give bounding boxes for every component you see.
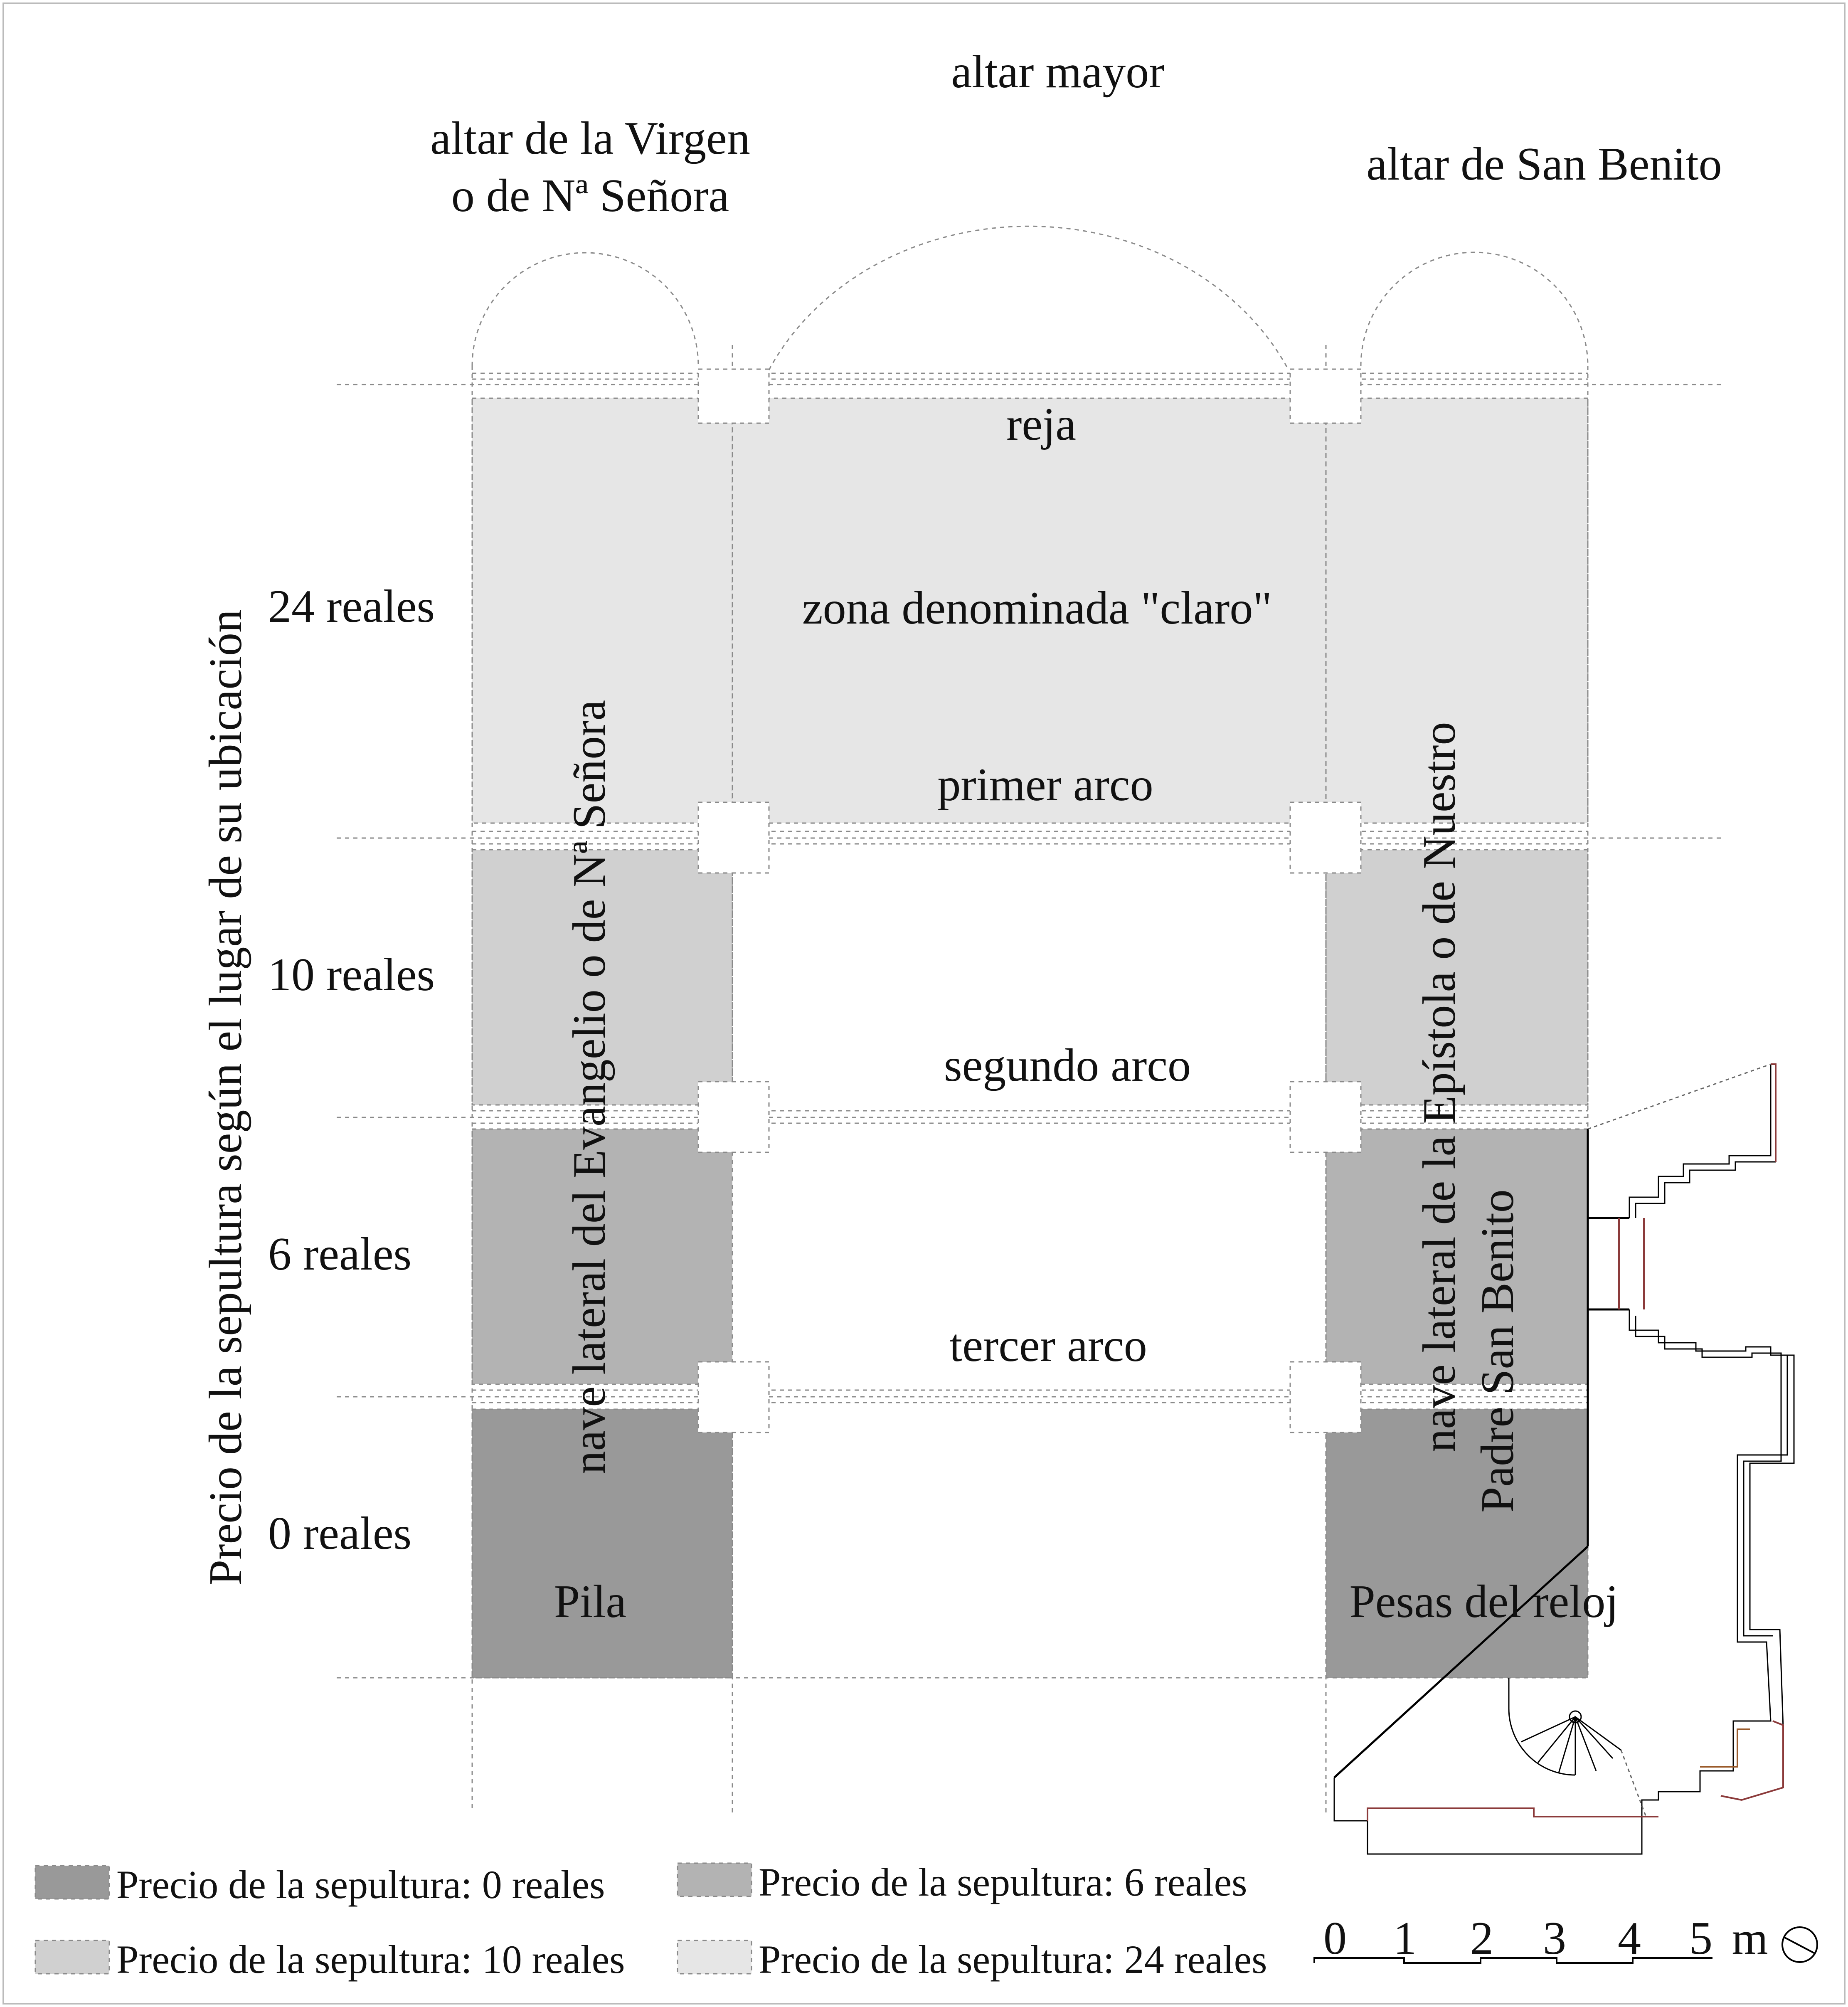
apse-mayor xyxy=(769,226,1289,370)
apses xyxy=(472,226,1588,370)
pier xyxy=(698,802,769,873)
altar-virgen-line2: o de Nª Señora xyxy=(451,170,729,222)
segundo-arco-label: segundo arco xyxy=(944,1040,1191,1091)
claro-label: zona denominada "claro" xyxy=(802,582,1272,634)
scale-tick-2: 2 xyxy=(1470,1913,1493,1964)
tercer-arco-label: tercer arco xyxy=(949,1320,1147,1371)
scale-tick-0: 0 xyxy=(1323,1913,1347,1964)
reja-label: reja xyxy=(1006,399,1076,450)
stair-step xyxy=(1538,1717,1575,1763)
price-axis-title: Precio de la sepultura según el lugar de su ubicación xyxy=(200,609,251,1586)
legend-swatch-10 xyxy=(35,1940,109,1974)
legend-swatch-0 xyxy=(35,1866,109,1899)
altar-labels xyxy=(430,46,1722,222)
tower-wall xyxy=(1636,1162,1776,1218)
legend-swatch-24 xyxy=(678,1940,752,1974)
price-row-label-10: 10 reales xyxy=(268,949,435,1001)
altar-mayor: altar mayor xyxy=(951,46,1165,98)
altar-virgen-line1: altar de la Virgen xyxy=(430,113,750,164)
stair-step xyxy=(1559,1717,1575,1773)
tower-wall-red xyxy=(1771,1064,1776,1162)
tower-wall xyxy=(1629,1064,1771,1218)
tower-wall-red xyxy=(1368,1808,1658,1821)
scale-tick-3: 3 xyxy=(1543,1913,1566,1964)
legend-label-24: Precio de la sepultura: 24 reales xyxy=(759,1937,1267,1982)
legend xyxy=(35,1860,1267,1982)
nave-epistola-label-line2: Padre San Benito xyxy=(1472,1189,1523,1513)
pesas-reloj-label: Pesas del reloj xyxy=(1349,1576,1619,1627)
tower-wall-brown xyxy=(1700,1729,1750,1767)
pier xyxy=(698,1082,769,1152)
scale-tick-4: 4 xyxy=(1618,1913,1641,1964)
tower-outer-wall xyxy=(1636,1316,1781,1636)
pier xyxy=(698,369,769,423)
scale-bar-line xyxy=(1314,1958,1712,1963)
scale-tick-1: 1 xyxy=(1393,1913,1417,1964)
tower-wall-red xyxy=(1721,1721,1783,1800)
apse-virgen xyxy=(472,253,698,366)
nave-evangelio-label: nave lateral del Evangelio o de Nª Señora xyxy=(564,700,615,1474)
legend-label-6: Precio de la sepultura: 6 reales xyxy=(759,1860,1247,1904)
spiral-stair xyxy=(1509,1678,1575,1775)
stair-step xyxy=(1521,1717,1575,1742)
north-arrow-icon xyxy=(1782,1927,1817,1962)
scale-tick-5: 5 xyxy=(1689,1913,1712,1964)
price-row-label-6: 6 reales xyxy=(268,1228,412,1280)
projection-line xyxy=(1588,1064,1771,1129)
spiral-stair xyxy=(1575,1717,1621,1775)
altar-san-benito: altar de San Benito xyxy=(1366,138,1722,190)
price-axis xyxy=(200,581,435,1585)
primer-arco-label: primer arco xyxy=(937,759,1153,811)
pier xyxy=(1290,802,1361,873)
pier xyxy=(1290,1082,1361,1152)
legend-label-0: Precio de la sepultura: 0 reales xyxy=(116,1862,605,1907)
projection-line xyxy=(1621,1750,1646,1817)
scale-unit: m xyxy=(1732,1913,1768,1964)
legend-swatch-6 xyxy=(678,1863,752,1896)
scale-bar xyxy=(1314,1913,1817,1964)
pier xyxy=(698,1362,769,1433)
stair-step xyxy=(1575,1717,1613,1758)
price-row-label-24: 24 reales xyxy=(268,581,435,632)
apse-san-benito xyxy=(1361,252,1588,366)
pier xyxy=(1290,369,1361,423)
nave-epistola-label-line1: nave lateral de la Epístola o de Nuestro xyxy=(1414,722,1465,1452)
pila-label: Pila xyxy=(554,1576,627,1627)
pier xyxy=(1290,1362,1361,1433)
legend-label-10: Precio de la sepultura: 10 reales xyxy=(116,1937,625,1982)
price-row-label-0: 0 reales xyxy=(268,1508,412,1559)
